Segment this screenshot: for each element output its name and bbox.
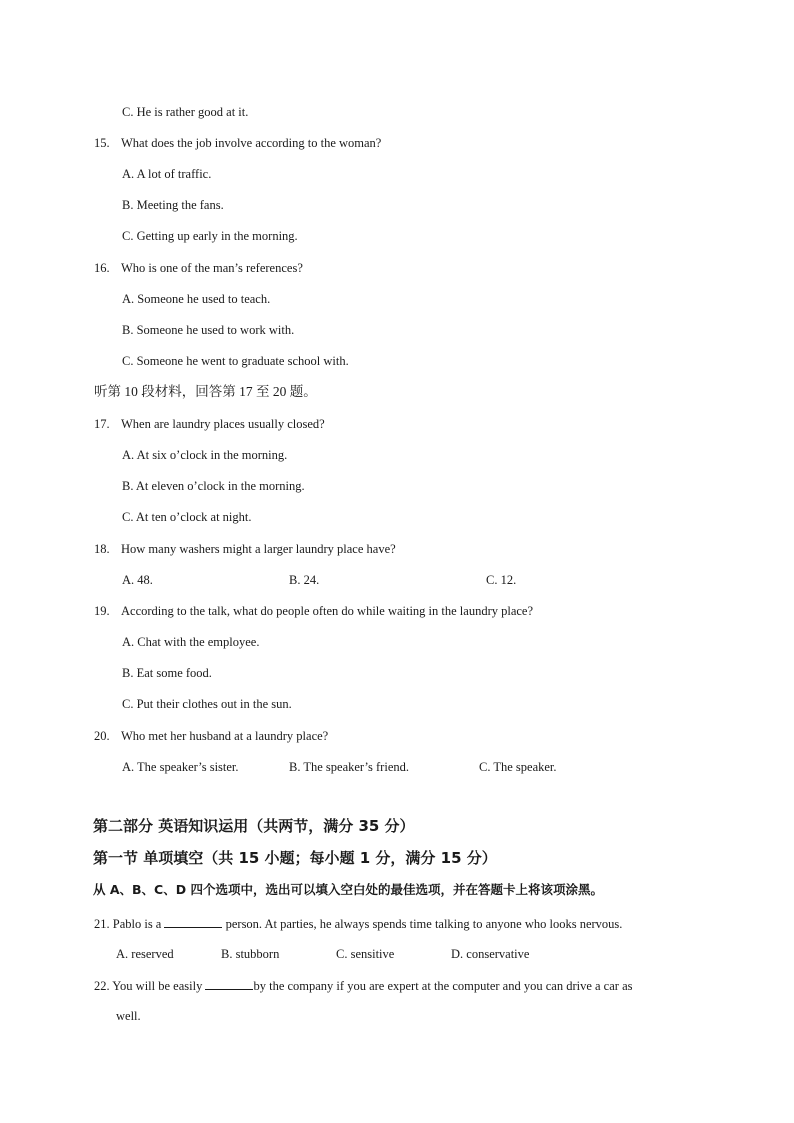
question-22-continuation: well. <box>116 1009 141 1023</box>
question-text: Who met her husband at a laundry place? <box>121 729 329 743</box>
question-text: When are laundry places usually closed? <box>121 417 325 431</box>
part-2-heading: 第二部分 英语知识运用（共两节，满分 35 分） <box>93 817 415 835</box>
question-text-before: 22. You will be easily <box>94 979 203 993</box>
question-text-after: by the company if you are expert at the computer and you can drive a car as <box>253 979 633 993</box>
q21-option-a: A. reserved <box>116 947 174 961</box>
question-21 <box>94 915 622 932</box>
question-18 <box>94 541 396 557</box>
q19-option-b: B. Eat some food. <box>122 666 212 680</box>
q15-option-b: B. Meeting the fans. <box>122 198 224 212</box>
q16-option-b: B. Someone he used to work with. <box>122 323 295 337</box>
question-text-before: 21. Pablo is a <box>94 917 162 931</box>
q17-option-b: B. At eleven o’clock in the morning. <box>122 479 305 493</box>
q20-option-b: B. The speaker’s friend. <box>289 760 409 774</box>
question-text-after: person. At parties, he always spends time talking to anyone who looks nervous. <box>225 917 623 931</box>
question-17 <box>94 416 325 432</box>
q21-option-c: C. sensitive <box>336 947 395 961</box>
question-19 <box>94 603 533 619</box>
q18-option-a: A. 48. <box>122 573 153 587</box>
q17-option-a: A. At six o’clock in the morning. <box>122 448 288 462</box>
q20-option-c: C. The speaker. <box>479 760 557 774</box>
question-number: 17. <box>94 417 110 431</box>
answer-blank <box>164 915 222 928</box>
question-22 <box>94 977 632 994</box>
question-text: Who is one of the man’s references? <box>121 261 303 275</box>
section-instruction: 从 A、B、C、D 四个选项中，选出可以填入空白处的最佳选项，并在答题卡上将该项涂黑。 <box>93 882 603 897</box>
question-number: 20. <box>94 729 110 743</box>
q18-option-b: B. 24. <box>289 573 320 587</box>
q21-option-b: B. stubborn <box>221 947 280 961</box>
question-text: What does the job involve according to the woman? <box>121 136 382 150</box>
answer-blank <box>205 977 253 990</box>
question-number: 18. <box>94 542 110 556</box>
q15-option-a: A. A lot of traffic. <box>122 167 212 181</box>
q17-option-c: C. At ten o’clock at night. <box>122 510 252 524</box>
q14-option-c: C. He is rather good at it. <box>122 105 249 119</box>
q16-option-c: C. Someone he went to graduate school with. <box>122 354 349 368</box>
question-number: 19. <box>94 604 110 618</box>
q16-option-a: A. Someone he used to teach. <box>122 292 271 306</box>
question-text: How many washers might a larger laundry place have? <box>121 542 396 556</box>
section-1-heading: 第一节 单项填空（共 15 小题；每小题 1 分，满分 15 分） <box>93 849 497 867</box>
q15-option-c: C. Getting up early in the morning. <box>122 229 298 243</box>
q21-option-d: D. conservative <box>451 947 530 961</box>
question-20 <box>94 728 328 744</box>
section-10-instruction: 听第 10 段材料，回答第 17 至 20 题。 <box>94 384 317 399</box>
question-16 <box>94 260 303 276</box>
question-15 <box>94 135 381 151</box>
q18-option-c: C. 12. <box>486 573 517 587</box>
question-number: 15. <box>94 136 110 150</box>
question-text: According to the talk, what do people often do while waiting in the laundry place? <box>121 604 534 618</box>
q20-option-a: A. The speaker’s sister. <box>122 760 239 774</box>
q19-option-a: A. Chat with the employee. <box>122 635 260 649</box>
question-number: 16. <box>94 261 110 275</box>
q19-option-c: C. Put their clothes out in the sun. <box>122 697 292 711</box>
